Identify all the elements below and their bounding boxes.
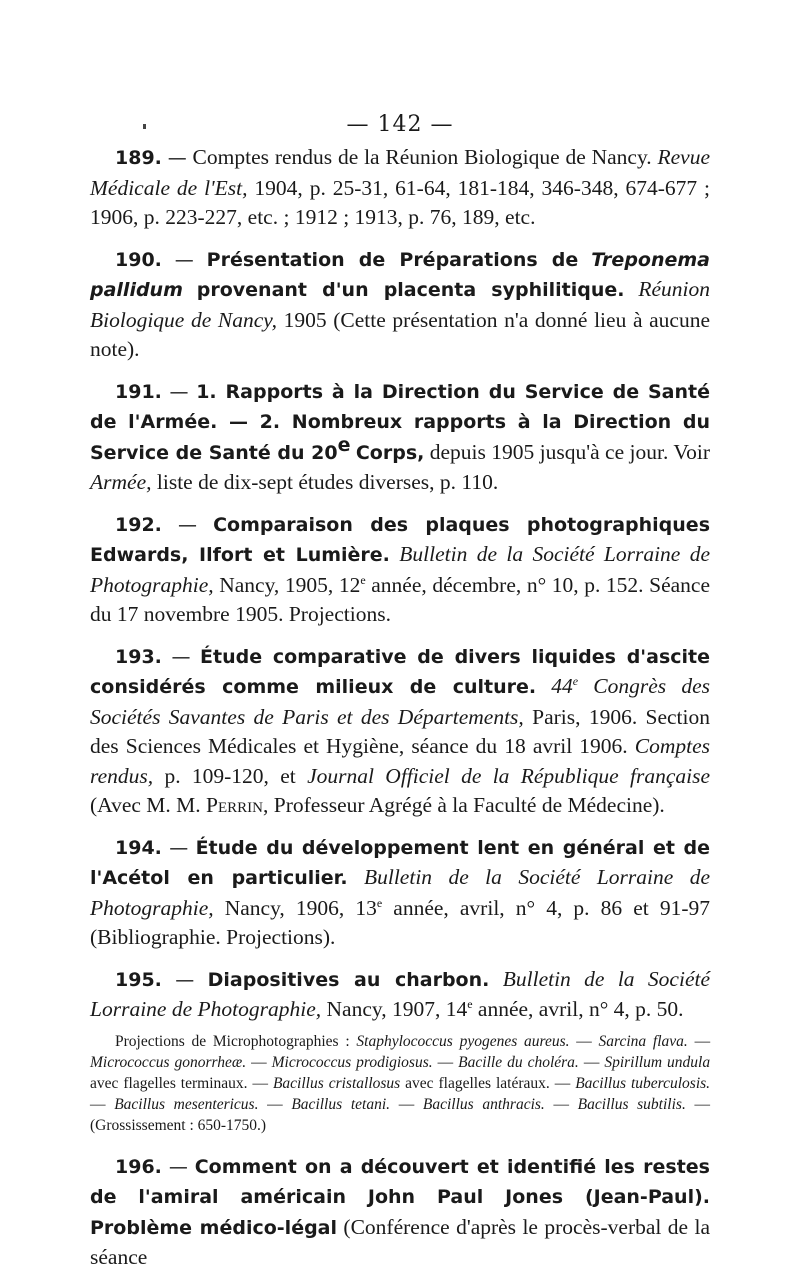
- superscript: e: [360, 572, 366, 587]
- entry-dash: —: [177, 513, 197, 536]
- entry-number: 193.: [115, 645, 162, 668]
- entry-title: Présentation de Préparations de: [206, 248, 579, 271]
- entry-text: depuis 1905 jusqu'à ce jour. Voir: [429, 439, 710, 464]
- note-species: Sarcina flava.: [598, 1032, 688, 1050]
- entry-number: 194.: [115, 836, 162, 859]
- superscript: e: [572, 673, 579, 688]
- note-species: Bacillus cristallosus: [272, 1074, 401, 1092]
- entry-title-cont: Corps,: [355, 441, 425, 464]
- entry-dash: —: [175, 968, 195, 991]
- entry-title: Étude du développement lent en général et de l'Acétol en particulier.: [90, 836, 710, 889]
- entry-journal: Journal Officiel de la République française: [307, 763, 711, 788]
- entry-journal: Revue Médicale de l'Est,: [90, 145, 711, 200]
- note-text: —: [90, 1095, 106, 1113]
- entry-journal: Bulletin de la Société Lorraine de Photographie,: [90, 542, 710, 597]
- note-species: Micrococcus gonorrheæ.: [90, 1053, 247, 1071]
- entry-citation: (Conférence d'après le procès-verbal de la séance: [90, 1214, 710, 1269]
- note-text: — (Grossissement : 650-1750.): [90, 1095, 711, 1134]
- entry-196: [90, 1152, 710, 1273]
- entry-192: [90, 510, 710, 630]
- note-text: avec flagelles terminaux. —: [90, 1074, 268, 1092]
- note-species: Bacillus anthracis.: [422, 1095, 545, 1113]
- entry-congress-number: 44: [551, 674, 573, 698]
- entry-title: Étude comparative de divers liquides d'ascite considérés comme milieux de culture.: [90, 645, 710, 698]
- entry-citation: Professeur Agrégé à la Faculté de Médecine).: [273, 793, 665, 817]
- entry-text: (Avec M. M.: [90, 793, 201, 817]
- note-text: avec flagelles latéraux. —: [405, 1074, 571, 1092]
- entry-text: Paris, 1906. Section des Sciences Médicales et Hygiène, séance du 18 avril 1906.: [90, 704, 711, 758]
- entry-citation: Nancy, 1906, 13: [224, 895, 377, 920]
- note-text: —: [694, 1032, 711, 1050]
- bibliography-list: [90, 143, 710, 1285]
- page-number: — 142 —: [346, 112, 454, 137]
- entry-number: 190.: [115, 248, 162, 271]
- entry-citation: Nancy, 1907, 14: [326, 997, 468, 1021]
- entry-title: Comment on a découvert et identifié les restes de l'amiral américain John Paul Jones (Jean-Paul). Problème médico-légal: [90, 1155, 710, 1239]
- note-text: —: [576, 1032, 592, 1050]
- entry-proceedings: Comptes rendus,: [90, 734, 710, 788]
- note-text: —: [398, 1095, 415, 1113]
- entry-194: [90, 833, 710, 953]
- note-species: Bacillus mesentericus.: [114, 1095, 259, 1113]
- superscript: e: [337, 433, 351, 456]
- entry-title: Comptes rendus de la Réunion Biologique de Nancy.: [192, 145, 652, 169]
- superscript: e: [376, 895, 383, 910]
- entry-reference: Armée,: [90, 470, 152, 494]
- note-species: Micrococcus prodigiosus.: [271, 1053, 433, 1071]
- entry-number: 195.: [115, 968, 162, 991]
- note-text: —: [267, 1095, 283, 1113]
- entry-dash: —: [168, 1155, 188, 1178]
- entry-dash: —: [167, 147, 187, 169]
- entry-citation: 1905 (Cette présentation n'a donné lieu à aucune note).: [90, 307, 710, 361]
- note-text: —: [553, 1095, 569, 1113]
- entry-title: Diapositives au charbon.: [207, 968, 490, 991]
- entry-citation: 1904, p. 25-31, 61-64, 181-184, 346-348, 674-677 ; 1906, p. 223-227, etc. ; 1912 ; 1913, p. 76, 189, etc.: [90, 175, 711, 229]
- entry-189: [90, 143, 710, 233]
- entry-dash: —: [169, 836, 189, 859]
- entry-dash: —: [169, 380, 189, 403]
- entry-number: 191.: [115, 380, 162, 403]
- entry-congress: Congrès des Sociétés Savantes de Paris et des Départements,: [90, 674, 711, 729]
- note-species: Bacillus tuberculosis.: [575, 1074, 711, 1092]
- entry-title-species: Treponema pallidum: [90, 248, 711, 301]
- entry-citation-cont: année, avril, n° 4, p. 86 et 91-97 (Bibliographie. Projections).: [90, 895, 710, 949]
- entry-citation: liste de dix-sept études diverses, p. 110.: [156, 470, 499, 494]
- entry-number: 189.: [115, 147, 162, 169]
- entry-journal: Bulletin de la Société Lorraine de Photographie,: [90, 865, 710, 920]
- entry-journal: Bulletin de la Société Lorraine de Photographie,: [90, 966, 711, 1021]
- entry-number: 192.: [115, 513, 162, 536]
- coauthor-name: Perrin,: [206, 793, 269, 817]
- note-species: Bacillus subtilis.: [577, 1095, 686, 1113]
- note-text: Projections de Microphotographies :: [115, 1032, 350, 1050]
- entry-dash: —: [171, 645, 191, 668]
- entry-journal: Réunion Biologique de Nancy,: [90, 277, 711, 332]
- entry-dash: —: [174, 248, 194, 271]
- note-text: —: [437, 1053, 454, 1071]
- entry-citation: Nancy, 1905, 12: [219, 572, 361, 597]
- entry-title: Comparaison des plaques photographiques Edwards, Ilfort et Lumière.: [90, 513, 711, 566]
- entry-text: p. 109-120, et: [164, 763, 296, 788]
- entry-191: [90, 377, 710, 498]
- note-text: —: [251, 1053, 267, 1071]
- note-species: Spirillum undula: [604, 1053, 711, 1071]
- note-text: —: [583, 1053, 600, 1071]
- note-species: Bacillus tetani.: [291, 1095, 390, 1113]
- entry-195: [90, 965, 710, 1025]
- note-species: Staphylococcus pyogenes aureus.: [356, 1032, 570, 1050]
- superscript: e: [467, 996, 473, 1011]
- entry-number: 196.: [115, 1155, 162, 1178]
- entry-title: 1. Rapports à la Direction du Service de Santé de l'Armée. — 2. Nombreux rapports à la Direction du Service de Santé du 20: [90, 380, 710, 464]
- entry-195-note: [90, 1031, 710, 1136]
- entry-193: [90, 642, 710, 821]
- entry-title-cont: provenant d'un placenta syphilitique.: [196, 279, 625, 301]
- entry-citation-cont: année, décembre, n° 10, p. 152. Séance du 17 novembre 1905. Projections.: [90, 572, 710, 626]
- entry-190: [90, 245, 710, 365]
- note-species: Bacille du choléra.: [458, 1053, 579, 1071]
- entry-citation-cont: année, avril, n° 4, p. 50.: [477, 997, 684, 1021]
